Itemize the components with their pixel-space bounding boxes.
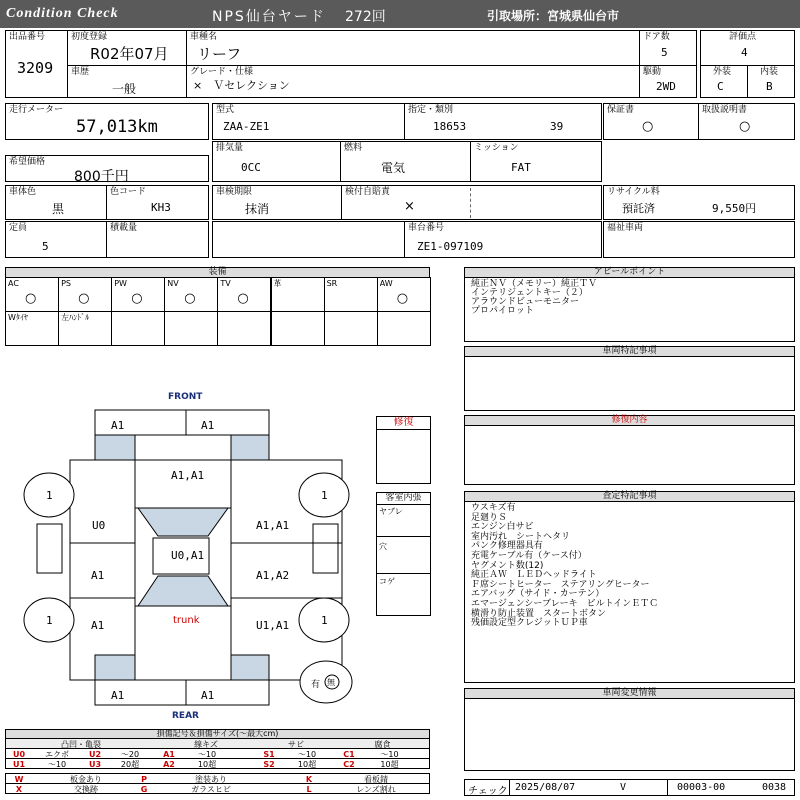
appeal-line: アラウンドビューモニター	[471, 297, 580, 307]
check-date: 2025/08/07	[515, 782, 576, 793]
equipment-cell	[5, 311, 59, 346]
drive-label: 駆動	[643, 67, 662, 77]
tax-label: 検付自賠責	[345, 187, 391, 197]
change-title: 車両変更情報	[464, 688, 795, 699]
assessment-line: Ｆ席シートヒーター ステアリングヒーター	[471, 579, 650, 590]
equipment-label: AW	[379, 279, 393, 288]
assessment-line: ヤグメント数(12)	[471, 560, 544, 571]
equipment-label: PW	[114, 279, 127, 288]
assessment-line: ウスキズ有	[471, 503, 516, 513]
appeal-lines	[471, 280, 597, 316]
score-box	[700, 30, 795, 66]
frame-box	[404, 221, 602, 258]
interior-label: 内装	[760, 67, 779, 77]
equipment-label: NV	[167, 279, 179, 288]
price-value: 800千円	[74, 169, 129, 185]
legend-desc: 〜10	[47, 760, 67, 769]
equipment-cell	[271, 277, 325, 312]
legend-desc: 〜10	[297, 750, 317, 759]
color-code-value: KH3	[151, 201, 171, 214]
repair-title: 修復	[376, 416, 431, 430]
mission-value: FAT	[511, 161, 531, 174]
cabin-title: 客室内張	[376, 492, 431, 505]
equipment-cell	[58, 311, 112, 346]
lot-label: 出品番号	[9, 32, 46, 42]
legend-group: 線キズ	[194, 740, 218, 749]
assessment-line: パンク修理器具有	[471, 541, 543, 552]
repair-box	[376, 429, 431, 484]
lot-number: 3209	[17, 59, 54, 77]
history-value: 一般	[112, 82, 137, 96]
legend-code: U2	[88, 750, 102, 759]
legend-desc: 20超	[120, 760, 140, 769]
desig-label: 指定・類別	[408, 105, 454, 115]
model-value: ZAA-ZE1	[223, 120, 270, 133]
mileage-box	[5, 103, 209, 140]
legend-code: S2	[263, 760, 275, 769]
equipment-cell	[324, 277, 378, 312]
check-label: チェック	[468, 786, 508, 797]
recycle-status: 預託済	[622, 202, 655, 215]
tax-value: ×	[404, 199, 415, 214]
exterior-box	[700, 65, 748, 98]
assessment-line: エアバッグ（サイド・カーテン）	[471, 589, 605, 600]
manual-label: 取扱説明書	[702, 105, 748, 115]
doors-value: 5	[661, 46, 668, 59]
damage-left-door: A1	[91, 569, 105, 582]
equipment-label: 左ﾊﾝﾄﾞﾙ	[61, 313, 90, 322]
assessment-line: エマージェンシーブレーキ ビルトインＥＴＣ	[471, 598, 659, 609]
equipment-cell	[111, 311, 165, 346]
equipment-cell	[164, 277, 218, 312]
equipment-label: 革	[273, 279, 282, 288]
repair-content-box	[464, 425, 795, 485]
appeal-box	[464, 277, 795, 342]
header-title: Condition Check	[6, 6, 119, 21]
appeal-line: インテリジェントキー（２）	[471, 288, 588, 298]
equipment-cell	[58, 277, 112, 312]
grade-label: グレード・仕様	[190, 67, 254, 77]
footer-bar	[464, 779, 795, 796]
legend-desc: ガラスヒビ	[191, 785, 231, 794]
appeal-title: アピールポイント	[464, 267, 795, 278]
displacement-box	[212, 141, 341, 182]
reg-date: R02年07月	[90, 45, 169, 63]
legend-code: W	[14, 775, 24, 784]
recycle-label: リサイクル料	[607, 187, 660, 197]
exterior-label: 外装	[713, 67, 732, 77]
drive-value: 2WD	[656, 80, 676, 93]
interior-box	[747, 65, 795, 98]
name-box	[186, 30, 640, 66]
equipment-mark: ○	[237, 291, 249, 306]
legend-code: L	[306, 785, 312, 794]
desig-box	[404, 103, 602, 140]
equipment-title: 装備	[5, 267, 430, 278]
equipment-cell	[377, 277, 431, 312]
grade-box	[186, 65, 640, 98]
color-value: 黒	[52, 202, 65, 216]
equipment-label: SR	[326, 279, 338, 288]
inspection-box	[212, 185, 342, 220]
assessment-line: 残価設定型クレジットＵＰ車	[471, 618, 588, 629]
capacity-label: 定員	[9, 223, 28, 233]
mission-label: ミッション	[474, 143, 519, 153]
legend-title: 損傷記号＆損傷サイズ(〜最大cm)	[5, 729, 430, 739]
assessment-line: 純正ＡＷ ＬＥＤヘッドライト	[471, 570, 597, 581]
desig-value: 18653	[433, 120, 467, 133]
cabin-item: 穴	[379, 542, 387, 551]
assessment-title: 査定特記事項	[464, 491, 795, 502]
damage-left-rear: A1	[91, 619, 105, 632]
damage-rear-left: A1	[111, 689, 125, 702]
equipment-label: AC	[8, 279, 19, 288]
legend-group: サビ	[288, 740, 304, 749]
equipment-cell	[217, 311, 271, 346]
rear-label: REAR	[172, 711, 199, 721]
legend-code: S1	[263, 750, 275, 759]
special-title: 車両特記事項	[464, 346, 795, 357]
legend-desc: 塗装あり	[195, 775, 227, 784]
assessment-line: 横滑り防止装置 スタートボタン	[471, 608, 607, 619]
check-mark: V	[620, 782, 627, 793]
equipment-label: Wﾀｲﾔ	[8, 313, 28, 322]
load-label: 積載量	[110, 223, 138, 233]
spare-mark: 無	[327, 678, 335, 687]
tire-mark: 1	[46, 614, 53, 627]
warranty-box	[603, 103, 699, 140]
equipment-cell	[111, 277, 165, 312]
front-label: FRONT	[168, 392, 203, 402]
appeal-line: 純正ＮＶ（メモリー）純正ＴＶ	[471, 279, 598, 289]
name-label: 車種名	[190, 32, 218, 42]
price-box	[5, 155, 209, 185]
welfare-box	[603, 221, 795, 258]
load-box	[106, 221, 209, 258]
legend-code: G	[140, 785, 148, 794]
damage-front-right: A1	[201, 419, 215, 432]
color-code-box	[106, 185, 209, 220]
capacity-box	[5, 221, 107, 258]
score-label: 評価点	[729, 32, 757, 42]
repair-content-title: 修復内容	[464, 415, 795, 426]
exterior-value: C	[717, 80, 724, 93]
damage-right-door: A1,A2	[256, 569, 290, 582]
price-label: 希望価格	[9, 157, 46, 167]
legend-group: 腐食	[374, 740, 391, 749]
legend-code: U0	[12, 750, 26, 759]
warranty-label: 保証書	[607, 105, 635, 115]
model-label: 型式	[216, 105, 235, 115]
assessment-line: 充電ケーブル有（ケース付）	[471, 550, 587, 561]
legend-code: U1	[12, 760, 26, 769]
frame-value: ZE1-097109	[417, 240, 484, 253]
legend-desc: 板金あり	[70, 775, 102, 784]
footer-code: 00003-00	[677, 782, 726, 793]
cabin-item: ヤブレ	[379, 507, 403, 516]
equipment-mark: ○	[184, 291, 196, 306]
header-bar	[0, 0, 800, 28]
cabin-item: コゲ	[379, 577, 395, 586]
cabin-box	[376, 504, 431, 616]
score-value: 4	[741, 46, 748, 59]
class-value: 39	[550, 120, 564, 133]
reg-box	[67, 30, 187, 66]
fuel-label: 燃料	[344, 143, 363, 153]
car-name: リーフ	[197, 45, 242, 63]
legend-desc: 10超	[297, 760, 317, 769]
damage-right-fender: A1,A1	[256, 519, 290, 532]
manual-mark: ○	[739, 119, 751, 134]
legend-code: C1	[343, 750, 355, 759]
tax-box	[341, 185, 602, 220]
change-box	[464, 698, 795, 771]
legend-desc: 看板錆	[364, 775, 388, 784]
equipment-mark: ○	[131, 291, 143, 306]
spare-label: 有	[311, 680, 321, 690]
inspection-value: 抹消	[245, 202, 270, 216]
legend-desc: 10超	[380, 760, 399, 769]
equipment-mark: ○	[396, 291, 409, 306]
legend-desc: エクボ	[45, 750, 69, 759]
legend-desc: 10超	[197, 760, 217, 769]
footer-number: 0038	[762, 782, 787, 793]
reg-label: 初度登録	[71, 32, 108, 42]
auction-name: NPS仙台ヤード	[212, 9, 326, 25]
legend-desc: 交換跡	[74, 785, 98, 794]
assessment-box	[464, 501, 795, 683]
grade-value: × Ｖセレクション	[193, 79, 290, 92]
lot-box	[5, 30, 68, 98]
color-code-label: 色コード	[110, 187, 147, 197]
mileage-label: 走行メーター	[9, 105, 64, 115]
drive-box	[639, 65, 697, 98]
legend-code: U3	[88, 760, 102, 769]
recycle-amount: 9,550円	[712, 202, 757, 215]
trunk-label: trunk	[173, 615, 200, 626]
equipment-cell	[5, 277, 59, 312]
legend-group: 凸凹・亀裂	[61, 740, 101, 749]
tire-mark: 1	[321, 489, 328, 502]
assessment-lines	[471, 504, 658, 629]
equipment-cell	[271, 311, 325, 346]
damage-front-left: A1	[111, 419, 125, 432]
damage-right-rear: U1,A1	[256, 619, 290, 632]
blank-box	[212, 221, 405, 258]
legend-code: C2	[343, 760, 355, 769]
assessment-line: 室内汚れ シートヘタリ	[471, 531, 571, 542]
damage-hood: A1,A1	[171, 469, 205, 482]
color-label: 車体色	[9, 187, 37, 197]
manual-box	[698, 103, 795, 140]
legend-desc: 〜10	[197, 750, 217, 759]
legend-code: A1	[163, 750, 175, 759]
frame-label: 車台番号	[408, 223, 445, 233]
equipment-label: PS	[61, 279, 71, 288]
warranty-mark: ○	[642, 119, 654, 134]
fuel-box	[340, 141, 471, 182]
equipment-cell	[217, 277, 271, 312]
color-box	[5, 185, 107, 220]
legend-row	[5, 783, 430, 794]
mileage-value: 57,013km	[76, 117, 158, 137]
equipment-mark: ○	[25, 291, 37, 306]
damage-rear-right: A1	[201, 689, 215, 702]
legend-code: X	[15, 785, 23, 794]
legend-code: K	[305, 775, 313, 784]
equipment-cell	[164, 311, 218, 346]
capacity-value: 5	[42, 240, 49, 253]
tire-mark: 1	[321, 614, 328, 627]
welfare-label: 福祉車両	[607, 223, 644, 233]
fuel-value: 電気	[381, 161, 406, 175]
assessment-line: 足廻りＳ	[471, 512, 508, 523]
interior-value: B	[766, 80, 773, 93]
legend-code: A2	[163, 760, 175, 769]
model-box	[212, 103, 405, 140]
damage-left-fender: U0	[92, 519, 106, 532]
pickup-location: 引取場所：宮城県仙台市	[487, 9, 620, 23]
legend-desc: 〜10	[380, 750, 399, 759]
auction-round: 272回	[345, 9, 386, 25]
inspection-label: 車検期限	[216, 187, 253, 197]
doors-label: ドア数	[643, 32, 670, 42]
equipment-cell	[377, 311, 431, 346]
damage-roof: U0,A1	[171, 549, 205, 562]
equipment-label: TV	[220, 279, 231, 288]
doors-box	[639, 30, 697, 66]
displacement-value: 0CC	[241, 161, 261, 174]
special-box	[464, 356, 795, 411]
assessment-line: エンジン白サビ	[471, 522, 534, 533]
history-box	[67, 65, 187, 98]
legend-desc: 〜20	[120, 750, 140, 759]
history-label: 車歴	[71, 67, 90, 77]
equipment-cell	[324, 311, 378, 346]
legend-row	[5, 758, 430, 769]
equipment-mark: ○	[78, 291, 90, 306]
legend-desc: レンズ割れ	[356, 785, 396, 794]
recycle-box	[603, 185, 795, 220]
mission-box	[470, 141, 602, 182]
legend-code: P	[141, 775, 147, 784]
appeal-line: プロパイロット	[471, 306, 534, 316]
displacement-label: 排気量	[216, 143, 244, 153]
tire-mark: 1	[46, 489, 53, 502]
